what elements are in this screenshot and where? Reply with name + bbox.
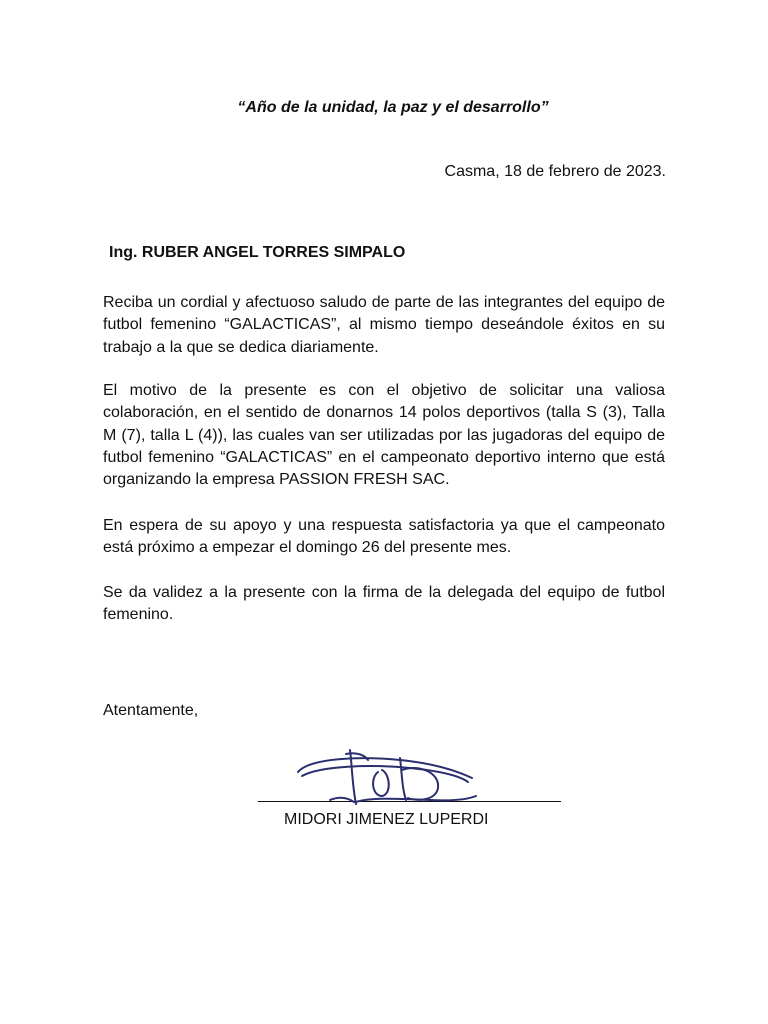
signature-line: ____________________________________	[258, 786, 561, 803]
addressee: Ing. RUBER ANGEL TORRES SIMPALO	[109, 244, 406, 261]
signer-name: MIDORI JIMENEZ LUPERDI	[284, 811, 489, 828]
closing: Atentamente,	[103, 702, 199, 719]
paragraph-greeting: Reciba un cordial y afectuoso saludo de parte de las integrantes del equipo de futbol femenino “GALACTICAS”, al mismo tiempo deseándole éxitos en su trabajo a la que se dedica diariamente.	[103, 294, 665, 356]
paragraph-validation: Se da validez a la presente con la firma de la delegada del equipo de futbol femenino.	[103, 584, 665, 624]
date-line: Casma, 18 de febrero de 2023.	[444, 163, 666, 180]
year-motto: “Año de la unidad, la paz y el desarrollo”	[237, 99, 549, 116]
paragraph-request: El motivo de la presente es con el objetivo de solicitar una valiosa colaboración, en el sentido de donarnos 14 polos deportivos (talla S (3), Talla M (7), talla L (4)), las cuales van ser utilizadas por las jugadoras del equipo de futbol femenino “GALACTICAS” en el campeonato deportivo interno que está organizando la empresa PASSION FRESH SAC.	[103, 382, 665, 489]
paragraph-expectation: En espera de su apoyo y una respuesta satisfactoria ya que el campeonato está próximo a empezar el domingo 26 del presente mes.	[103, 517, 665, 557]
handwritten-signature	[290, 744, 490, 814]
